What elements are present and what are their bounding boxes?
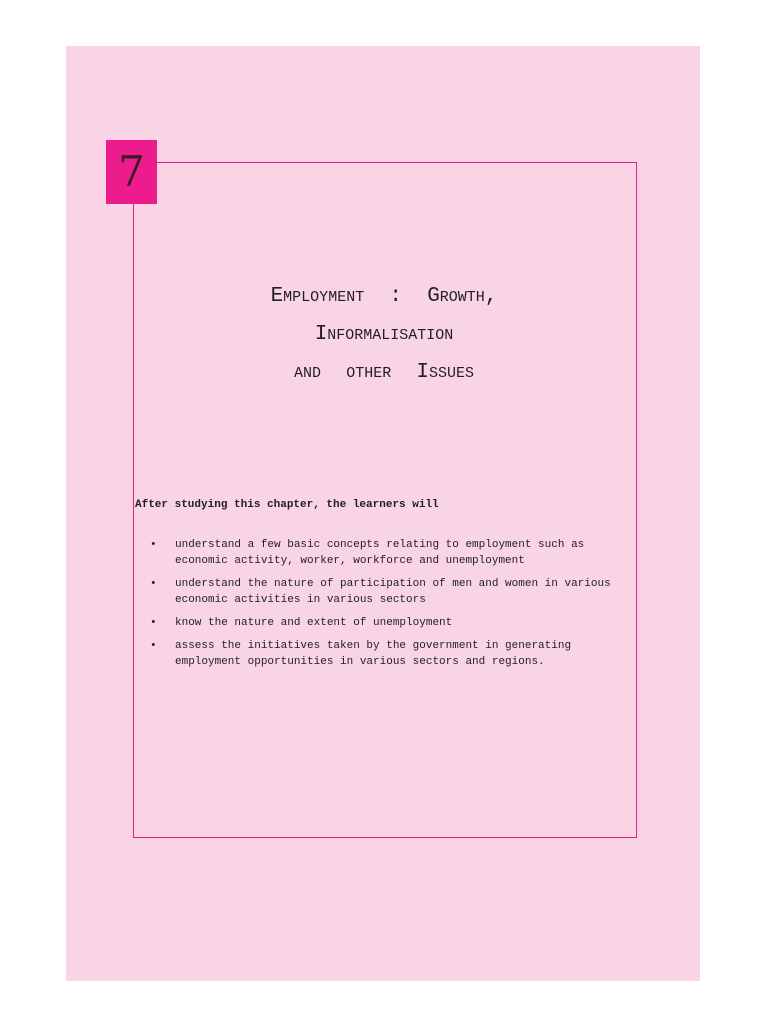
objective-text: understand a few basic concepts relating to employment such as economic activity, worker, workforce and unemployment <box>175 539 585 567</box>
book-page <box>66 46 700 981</box>
bullet-icon: • <box>150 617 157 629</box>
objective-text: understand the nature of participation of men and women in various economic activities in various sectors <box>175 578 611 606</box>
chapter-title <box>133 278 635 392</box>
chapter-title-line-2: Informalisation <box>314 323 454 346</box>
chapter-number-badge <box>106 140 157 204</box>
objective-item <box>150 537 640 569</box>
bullet-icon: • <box>150 578 157 590</box>
objective-item <box>150 638 640 670</box>
objective-text: know the nature and extent of unemployment <box>175 617 453 629</box>
chapter-title-line-3: and other Issues <box>293 361 475 384</box>
learning-objectives-intro: After studying this chapter, the learners will <box>135 499 439 511</box>
chapter-title-line-1: Employment : Growth, <box>270 285 498 308</box>
chapter-number: 7 <box>118 147 145 196</box>
objective-text: assess the initiatives taken by the government in generating employment opportunities in various sectors and regions. <box>175 640 572 668</box>
objective-item <box>150 576 640 608</box>
bullet-icon: • <box>150 539 157 551</box>
learning-objectives-list <box>150 537 640 677</box>
bullet-icon: • <box>150 640 157 652</box>
objective-item <box>150 615 640 631</box>
